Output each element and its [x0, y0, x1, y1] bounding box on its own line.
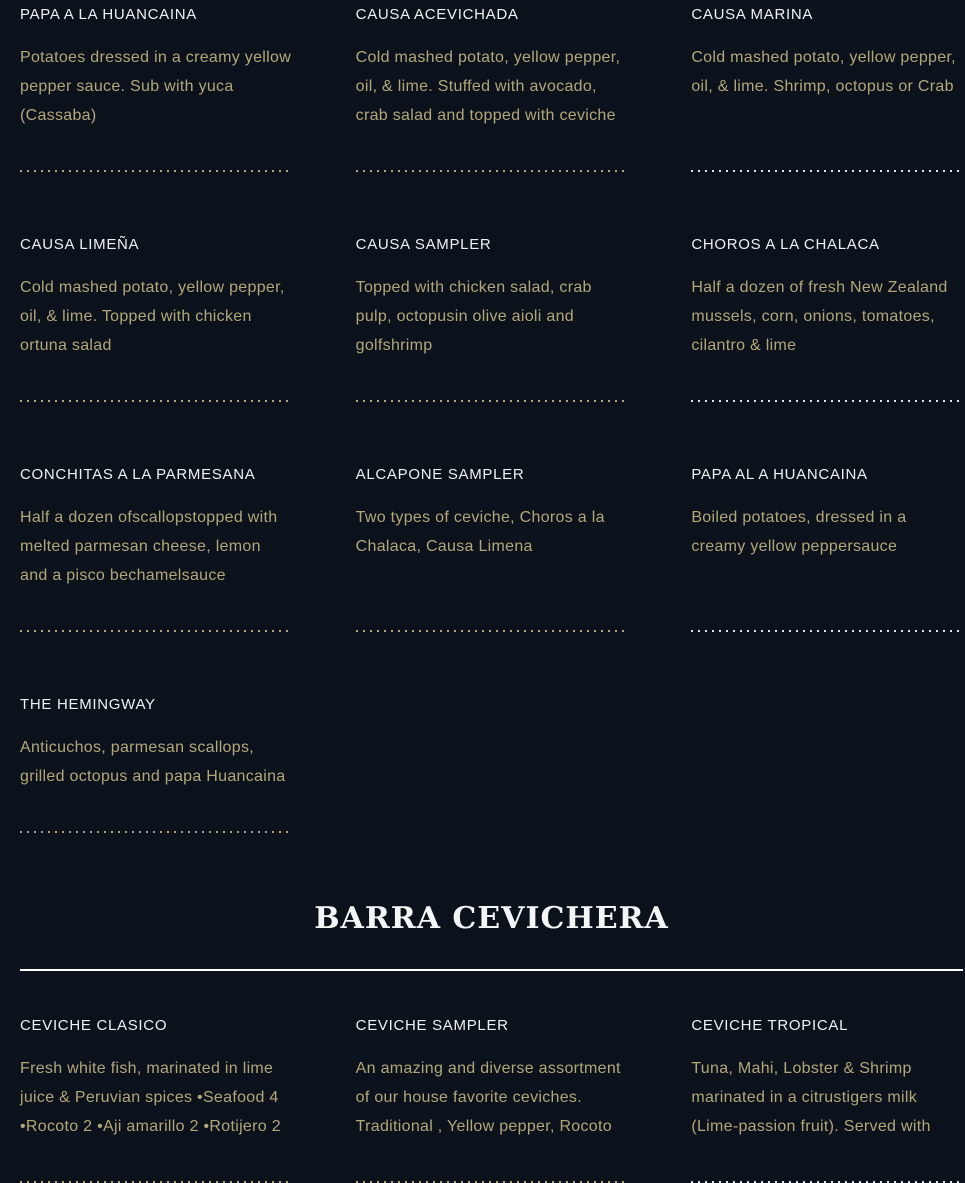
menu-item	[356, 464, 628, 632]
section-heading-barra-cevichera: BARRA CEVICHERA	[314, 901, 669, 936]
menu-item	[691, 234, 963, 402]
menu-item-title: PAPA A LA HUANCAINA	[20, 6, 197, 23]
dotted-separator	[356, 400, 628, 402]
menu-item-title: CAUSA MARINA	[691, 6, 814, 23]
dotted-separator	[356, 170, 628, 172]
menu-item-description: Tuna, Mahi, Lobster & Shrimp marinated in a citrustigers milk (Lime-passion fruit). Served with	[691, 1060, 931, 1135]
menu-item-description: Boiled potatoes, dressed in a creamy yellow peppersauce	[691, 509, 907, 555]
menu-item-title: CAUSA LIMEÑA	[20, 236, 140, 253]
section-divider-rule	[20, 969, 963, 971]
menu-item-title: PAPA AL A HUANCAINA	[691, 466, 868, 483]
menu-item-description: Half a dozen of fresh New Zealand mussels, corn, onions, tomatoes, cilantro & lime	[691, 279, 948, 354]
menu-item-description: Two types of ceviche, Choros a la Chalaca, Causa Limena	[355, 509, 605, 555]
dotted-separator	[691, 170, 963, 172]
menu-item	[356, 4, 628, 172]
menu-item-description: An amazing and diverse assortment of our house favorite ceviches. Traditional , Yellow pepper, Rocoto	[355, 1060, 621, 1135]
menu-item-title: CAUSA ACEVICHADA	[355, 6, 519, 23]
ceviche-grid	[20, 1015, 963, 1183]
dotted-separator	[20, 400, 292, 402]
menu-item-title: THE HEMINGWAY	[20, 696, 156, 713]
menu-item-title: CEVICHE CLASICO	[20, 1017, 168, 1034]
dotted-separator	[20, 831, 292, 833]
dotted-separator	[20, 630, 292, 632]
menu-item-title: CEVICHE TROPICAL	[691, 1017, 849, 1034]
dotted-separator	[356, 630, 628, 632]
menu-item	[691, 1015, 963, 1183]
menu-item	[356, 234, 628, 402]
menu-item-description: Cold mashed potato, yellow pepper, oil, & lime. Stuffed with avocado, crab salad and topped with ceviche	[355, 49, 621, 124]
menu-item-description: Topped with chicken salad, crab pulp, octopusin olive aioli and golfshrimp	[355, 279, 592, 354]
menu-item	[20, 234, 292, 402]
menu-item-description: Potatoes dressed in a creamy yellow pepper sauce. Sub with yuca (Cassaba)	[20, 49, 292, 124]
menu-item-description: Anticuchos, parmesan scallops, grilled octopus and papa Huancaina	[20, 739, 286, 785]
menu-item-title: CEVICHE SAMPLER	[355, 1017, 509, 1034]
dotted-separator	[691, 630, 963, 632]
menu-item-title: CHOROS A LA CHALACA	[691, 236, 880, 253]
menu-item-title: CAUSA SAMPLER	[355, 236, 492, 253]
menu-item	[691, 4, 963, 172]
menu-item-description: Cold mashed potato, yellow pepper, oil, & lime. Shrimp, octopus or Crab	[691, 49, 956, 95]
menu-item	[356, 1015, 628, 1183]
menu-item	[691, 464, 963, 632]
dotted-separator	[20, 170, 292, 172]
menu-item-description: Fresh white fish, marinated in lime juice & Peruvian spices •Seafood 4 •Rocoto 2 •Aji amarillo 2 •Rotijero 2	[20, 1060, 281, 1135]
menu-item	[20, 464, 292, 632]
menu-item	[20, 1015, 292, 1183]
menu-item-description: Half a dozen ofscallopstopped with melted parmesan cheese, lemon and a pisco bechamelsauce	[20, 509, 278, 584]
menu-item	[20, 4, 292, 172]
menu-item	[20, 694, 292, 833]
menu-item-title: CONCHITAS A LA PARMESANA	[20, 466, 256, 483]
appetizers-grid	[20, 4, 963, 833]
dotted-separator	[691, 400, 963, 402]
menu-item-description: Cold mashed potato, yellow pepper, oil, & lime. Topped with chicken ortuna salad	[20, 279, 285, 354]
menu-item-title: ALCAPONE SAMPLER	[355, 466, 525, 483]
